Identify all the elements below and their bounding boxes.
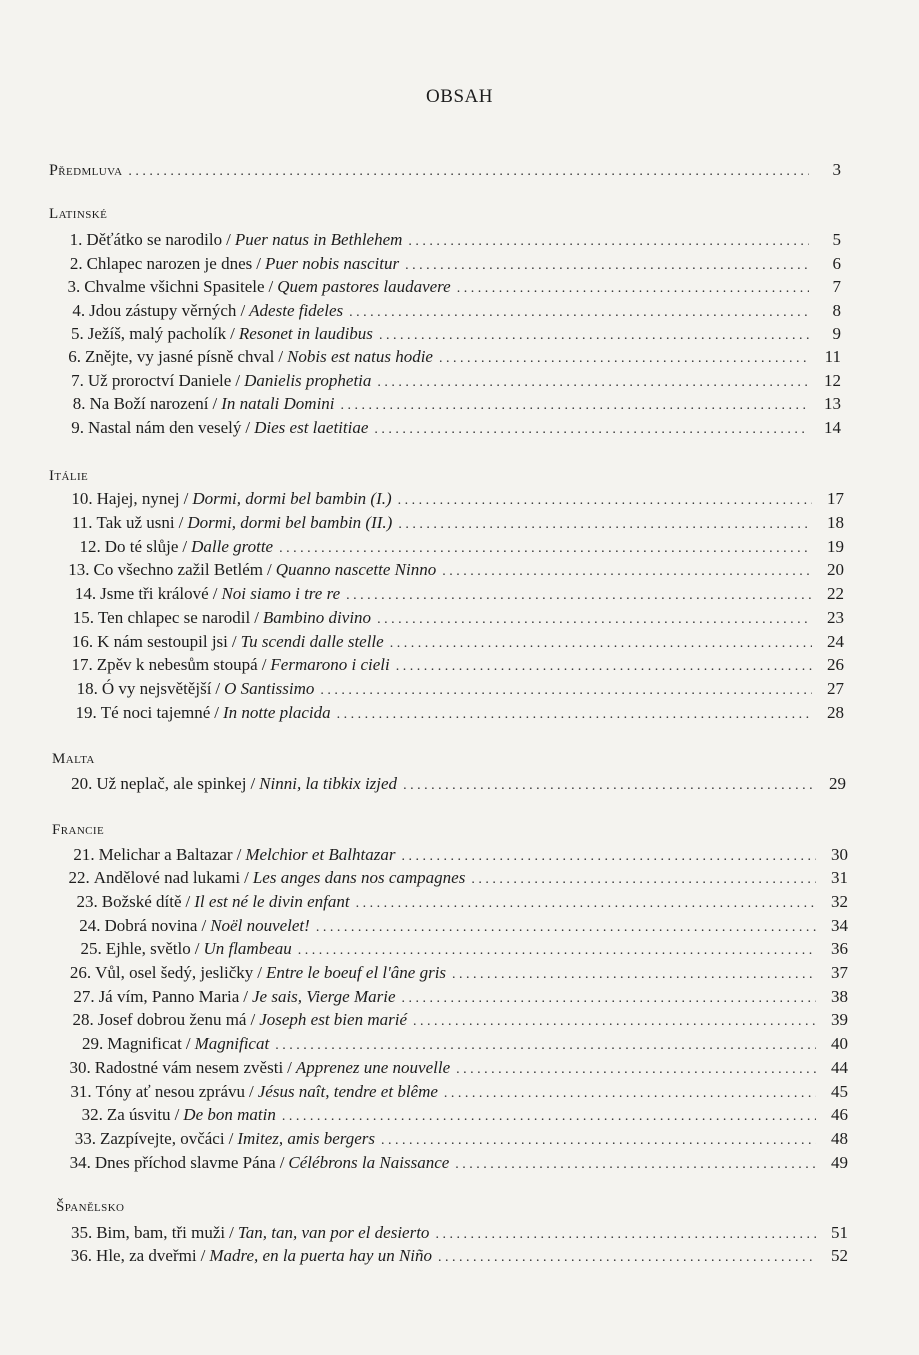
toc-row	[64, 701, 844, 724]
toc-row	[64, 677, 844, 700]
czech-title: Jdou zástupy věrných	[89, 301, 237, 320]
czech-title: Melichar a Baltazar	[98, 845, 233, 864]
separator: /	[200, 1246, 206, 1265]
page-number: 49	[831, 1153, 848, 1172]
leader-dots	[403, 774, 814, 797]
page-number: 48	[831, 1129, 848, 1148]
toc-row	[66, 937, 848, 960]
entry-number: 18.	[76, 679, 98, 698]
separator: /	[174, 1105, 180, 1124]
czech-title: Do té slůje	[104, 537, 179, 556]
separator: /	[266, 560, 272, 579]
page-number: 18	[827, 513, 844, 532]
leader-dots	[442, 560, 812, 583]
toc-row	[64, 606, 844, 629]
original-title: Quem pastores laudavere	[277, 277, 451, 296]
toc-row	[66, 843, 848, 866]
section-heading-latinske: Latinské	[49, 206, 108, 222]
original-title: Puer natus in Bethlehem	[234, 230, 403, 249]
page-number: 28	[827, 703, 844, 722]
leader-dots	[435, 1223, 816, 1246]
czech-title: Ten chlapec se narodil	[97, 608, 251, 627]
leader-dots	[398, 513, 812, 536]
leader-dots	[457, 277, 809, 300]
original-title: O Santissimo	[224, 679, 315, 698]
original-title: Jésus naît, tendre et blême	[257, 1082, 438, 1101]
entry-number: 34.	[69, 1153, 91, 1172]
page-number: 36	[831, 939, 848, 958]
entry-number: 4.	[72, 301, 86, 320]
page-number: 29	[829, 774, 846, 793]
separator: /	[279, 1153, 285, 1172]
toc-row	[64, 511, 844, 534]
page-number: 14	[824, 418, 841, 437]
toc-row	[64, 369, 841, 392]
page-number: 27	[827, 679, 844, 698]
toc-row	[64, 299, 841, 322]
original-title: Dalle grotte	[191, 537, 274, 556]
leader-dots	[402, 987, 816, 1010]
czech-title: Radostné vám nesem zvěsti	[94, 1058, 284, 1077]
czech-title: Josef dobrou ženu má	[97, 1010, 247, 1029]
toc-row	[66, 1244, 848, 1267]
entry-number: 7.	[71, 371, 84, 390]
leader-dots	[275, 1034, 816, 1057]
original-title: Joseph est bien marié	[259, 1010, 407, 1029]
czech-title: Už neplač, ale spinkej	[96, 774, 247, 793]
czech-title: Hajej, nynej	[96, 489, 180, 508]
separator: /	[183, 489, 189, 508]
leader-dots	[402, 845, 817, 868]
separator: /	[261, 655, 267, 674]
leader-dots	[439, 347, 809, 370]
separator: /	[256, 254, 261, 273]
leader-dots	[356, 892, 816, 915]
czech-title: Božské dítě	[101, 892, 182, 911]
toc-row	[66, 1221, 848, 1244]
czech-title: Ježíš, malý pacholík	[87, 324, 227, 343]
czech-title: Znějte, vy jasné písně chval	[85, 347, 275, 366]
toc-row	[64, 772, 846, 795]
separator: /	[257, 963, 262, 982]
entry-number: 12.	[79, 537, 101, 556]
leader-dots	[379, 324, 809, 347]
czech-title: Chlapec narozen je dnes	[86, 254, 253, 273]
toc-row	[64, 535, 844, 558]
leader-dots	[452, 963, 816, 986]
czech-title: Dobrá novina	[104, 916, 198, 935]
separator: /	[201, 916, 207, 935]
original-title: Il est né le divin enfant	[194, 892, 350, 911]
toc-row	[64, 416, 841, 439]
leader-dots	[346, 584, 812, 607]
toc-row	[64, 558, 844, 581]
entry-number: 27.	[73, 987, 95, 1006]
original-title: Tan, tan, van por el desierto	[237, 1223, 430, 1242]
leader-dots	[341, 394, 809, 417]
czech-title: Zpěv k nebesům stoupá	[96, 655, 258, 674]
leader-dots	[398, 489, 812, 512]
leader-dots	[320, 679, 812, 702]
original-title: Apprenez une nouvelle	[295, 1058, 451, 1077]
toc-row	[66, 914, 848, 937]
czech-title: Magnificat	[107, 1034, 182, 1053]
separator: /	[212, 584, 218, 603]
page-number: 11	[824, 347, 841, 366]
leader-dots	[279, 537, 812, 560]
entry-number: 14.	[74, 584, 97, 603]
entry-number: 10.	[71, 489, 93, 508]
entry-number: 33.	[74, 1129, 96, 1148]
original-title: In natali Domini	[221, 394, 335, 413]
page-number: 12	[824, 371, 841, 390]
czech-title: Bim, bam, tři muži	[96, 1223, 226, 1242]
separator: /	[250, 774, 256, 793]
toc-row	[66, 1080, 848, 1103]
page-number: 20	[827, 560, 844, 579]
czech-title: Chvalme všichni Spasitele	[84, 277, 265, 296]
entry-number: 30.	[69, 1058, 91, 1077]
toc-row	[64, 252, 841, 275]
toc-row	[66, 1151, 848, 1174]
separator: /	[230, 324, 235, 343]
page-number: 26	[827, 655, 844, 674]
entry-number: 9.	[71, 418, 84, 437]
original-title: Célébrons la Naissance	[288, 1153, 450, 1172]
original-title: De bon matin	[183, 1105, 276, 1124]
entry-number: 28.	[72, 1010, 94, 1029]
page-number: 3	[832, 160, 841, 179]
separator: /	[244, 868, 249, 887]
entry-number: 20.	[71, 774, 93, 793]
entry-number: 36.	[70, 1246, 93, 1265]
page-number: 31	[831, 868, 848, 887]
entry-number: 29.	[82, 1034, 104, 1053]
leader-dots	[456, 1058, 816, 1081]
entry-number: 31.	[70, 1082, 92, 1101]
leader-dots	[405, 254, 809, 277]
toc-row	[66, 961, 848, 984]
original-title: Dormi, dormi bel bambin (I.)	[192, 489, 392, 508]
leader-dots	[444, 1082, 816, 1105]
leader-dots	[396, 655, 812, 678]
leader-dots	[377, 608, 812, 631]
entry-number: 19.	[75, 703, 97, 722]
page-number: 13	[824, 394, 841, 413]
leader-dots	[413, 1010, 816, 1033]
separator: /	[214, 703, 220, 722]
czech-title: Hle, za dveřmi	[96, 1246, 197, 1265]
section-heading-spanelsko: Španělsko	[56, 1199, 125, 1215]
entry-number: 6.	[68, 347, 81, 366]
leader-dots	[377, 371, 809, 394]
entry-number: 26.	[69, 963, 92, 982]
separator: /	[254, 608, 259, 627]
separator: /	[268, 277, 274, 296]
czech-title: Na Boží narození	[89, 394, 209, 413]
toc-row	[64, 228, 841, 251]
toc-row	[66, 1056, 848, 1079]
separator: /	[250, 1010, 256, 1029]
toc-row	[66, 1127, 848, 1150]
czech-title: Vůl, osel šedý, jesličky	[95, 963, 254, 982]
separator: /	[245, 418, 251, 437]
entry-number: 24.	[79, 916, 101, 935]
page-number: 17	[827, 489, 844, 508]
separator: /	[182, 537, 188, 556]
czech-title: Tóny ať nesou zprávu	[95, 1082, 245, 1101]
page-number: 7	[832, 277, 841, 296]
original-title: Ninni, la tibkix izjed	[259, 774, 398, 793]
toc-row	[66, 890, 848, 913]
page-number: 22	[827, 584, 844, 603]
czech-title: Dnes příchod slavme Pána	[94, 1153, 276, 1172]
original-title: Entre le boeuf el l'âne gris	[265, 963, 447, 982]
leader-dots	[349, 301, 809, 324]
leader-dots	[337, 703, 812, 726]
page-number: 51	[831, 1223, 848, 1242]
original-title: Magnificat	[194, 1034, 270, 1053]
czech-title: Za úsvitu	[106, 1105, 171, 1124]
original-title: Les anges dans nos campagnes	[252, 868, 466, 887]
entry-number: 25.	[80, 939, 102, 958]
toc-row	[64, 630, 844, 653]
original-title: Dies est laetitiae	[254, 418, 369, 437]
page-number: 46	[831, 1105, 848, 1124]
entry-number: 13.	[68, 560, 90, 579]
entry-number: 22.	[68, 868, 90, 887]
leader-dots	[455, 1153, 816, 1176]
page-number: 45	[831, 1082, 848, 1101]
entry-number: 8.	[72, 394, 86, 413]
original-title: Nobis est natus hodie	[287, 347, 433, 366]
czech-title: Nastal nám den veselý	[87, 418, 242, 437]
page-number: 23	[827, 608, 844, 627]
entry-number: 21.	[73, 845, 95, 864]
toc-row	[64, 322, 841, 345]
toc-row	[64, 345, 841, 368]
separator: /	[185, 892, 191, 911]
original-title: Tu scendi dalle stelle	[240, 632, 384, 651]
czech-title: Té noci tajemné	[100, 703, 211, 722]
czech-title: Ejhle, světlo	[105, 939, 191, 958]
section-heading-italie: Itálie	[49, 468, 89, 484]
entry-number: 23.	[76, 892, 98, 911]
czech-title: Tak už usni	[96, 513, 175, 532]
original-title: Resonet in laudibus	[238, 324, 373, 343]
separator: /	[226, 230, 231, 249]
separator: /	[235, 371, 241, 390]
separator: /	[215, 679, 221, 698]
original-title: Fermarono i cieli	[270, 655, 390, 674]
original-title: Noël nouvelet!	[210, 916, 310, 935]
leader-dots	[471, 868, 816, 891]
page-number: 5	[832, 230, 841, 249]
czech-title: Už proroctví Daniele	[87, 371, 232, 390]
toc-row	[66, 1032, 848, 1055]
page-number: 38	[831, 987, 848, 1006]
czech-title: Zazpívejte, ovčáci	[99, 1129, 225, 1148]
entry-number: 35.	[70, 1223, 93, 1242]
entry-number: 15.	[72, 608, 94, 627]
separator: /	[178, 513, 184, 532]
czech-title: Já vím, Panno Maria	[98, 987, 240, 1006]
original-title: Danielis prophetia	[244, 371, 372, 390]
original-title: Noi siamo i tre re	[221, 584, 341, 603]
page-number: 9	[832, 324, 841, 343]
original-title: Puer nobis nascitur	[264, 254, 400, 273]
entry-number: 5.	[71, 324, 84, 343]
page-number: 40	[831, 1034, 848, 1053]
entry-number: 2.	[69, 254, 83, 273]
page-title: OBSAH	[426, 86, 493, 107]
section-heading-francie: Francie	[52, 822, 105, 838]
czech-title: Co všechno zažil Betlém	[93, 560, 263, 579]
czech-title: Andělové nad lukami	[93, 868, 241, 887]
leader-dots	[408, 230, 809, 253]
toc-row	[64, 392, 841, 415]
toc-row	[66, 1008, 848, 1031]
leader-dots	[381, 1129, 816, 1152]
original-title: In notte placida	[223, 703, 331, 722]
original-title: Un flambeau	[203, 939, 292, 958]
page-number: 6	[832, 254, 841, 273]
entry-number: 16.	[71, 632, 94, 651]
separator: /	[194, 939, 200, 958]
toc-row	[66, 985, 848, 1008]
toc-row	[64, 487, 844, 510]
page-number: 8	[832, 301, 841, 320]
leader-dots	[374, 418, 809, 441]
toc-row	[64, 582, 844, 605]
original-title: Quanno nascette Ninno	[275, 560, 437, 579]
separator: /	[287, 1058, 292, 1077]
original-title: Je sais, Vierge Marie	[252, 987, 396, 1006]
separator: /	[249, 1082, 254, 1101]
separator: /	[236, 845, 242, 864]
separator: /	[243, 987, 248, 1006]
original-title: Adeste fideles	[249, 301, 344, 320]
entry-number: 32.	[81, 1105, 103, 1124]
toc-row	[66, 1103, 848, 1126]
separator: /	[240, 301, 246, 320]
entry-number: 1.	[69, 230, 83, 249]
page-number: 52	[831, 1246, 848, 1265]
page-number: 37	[831, 963, 848, 982]
czech-title: K nám sestoupil jsi	[97, 632, 228, 651]
leader-dots	[438, 1246, 816, 1269]
separator: /	[212, 394, 218, 413]
leader-dots	[316, 916, 816, 939]
entry-number: 11.	[71, 513, 93, 532]
entry-number: 3.	[67, 277, 81, 296]
original-title: Imitez, amis bergers	[237, 1129, 376, 1148]
czech-title: Jsme tři králové	[100, 584, 209, 603]
page-number: 19	[827, 537, 844, 556]
separator: /	[231, 632, 237, 651]
separator: /	[278, 347, 284, 366]
page-number: 24	[827, 632, 844, 651]
page-number: 30	[831, 845, 848, 864]
leader-dots	[282, 1105, 816, 1128]
toc-row	[66, 866, 848, 889]
section-heading-malta: Malta	[52, 751, 95, 767]
czech-title: Děťátko se narodilo	[86, 230, 223, 249]
leader-dots	[128, 160, 809, 183]
czech-title: Ó vy nejsvětější	[101, 679, 212, 698]
toc-row	[64, 653, 844, 676]
original-title: Bambino divino	[262, 608, 372, 627]
page-number: 32	[831, 892, 848, 911]
separator: /	[228, 1129, 234, 1148]
page-number: 34	[831, 916, 848, 935]
entry-number: 17.	[71, 655, 93, 674]
separator: /	[229, 1223, 234, 1242]
page-number: 39	[831, 1010, 848, 1029]
original-title: Madre, en la puerta hay un Niño	[209, 1246, 433, 1265]
leader-dots	[390, 632, 812, 655]
toc-row	[64, 275, 841, 298]
separator: /	[185, 1034, 191, 1053]
original-title: Melchior et Balhtazar	[245, 845, 396, 864]
page-number: 44	[831, 1058, 848, 1077]
original-title: Dormi, dormi bel bambin (II.)	[187, 513, 393, 532]
toc-row-preface	[49, 158, 841, 181]
preface-label: Předmluva	[49, 162, 123, 179]
leader-dots	[298, 939, 816, 962]
